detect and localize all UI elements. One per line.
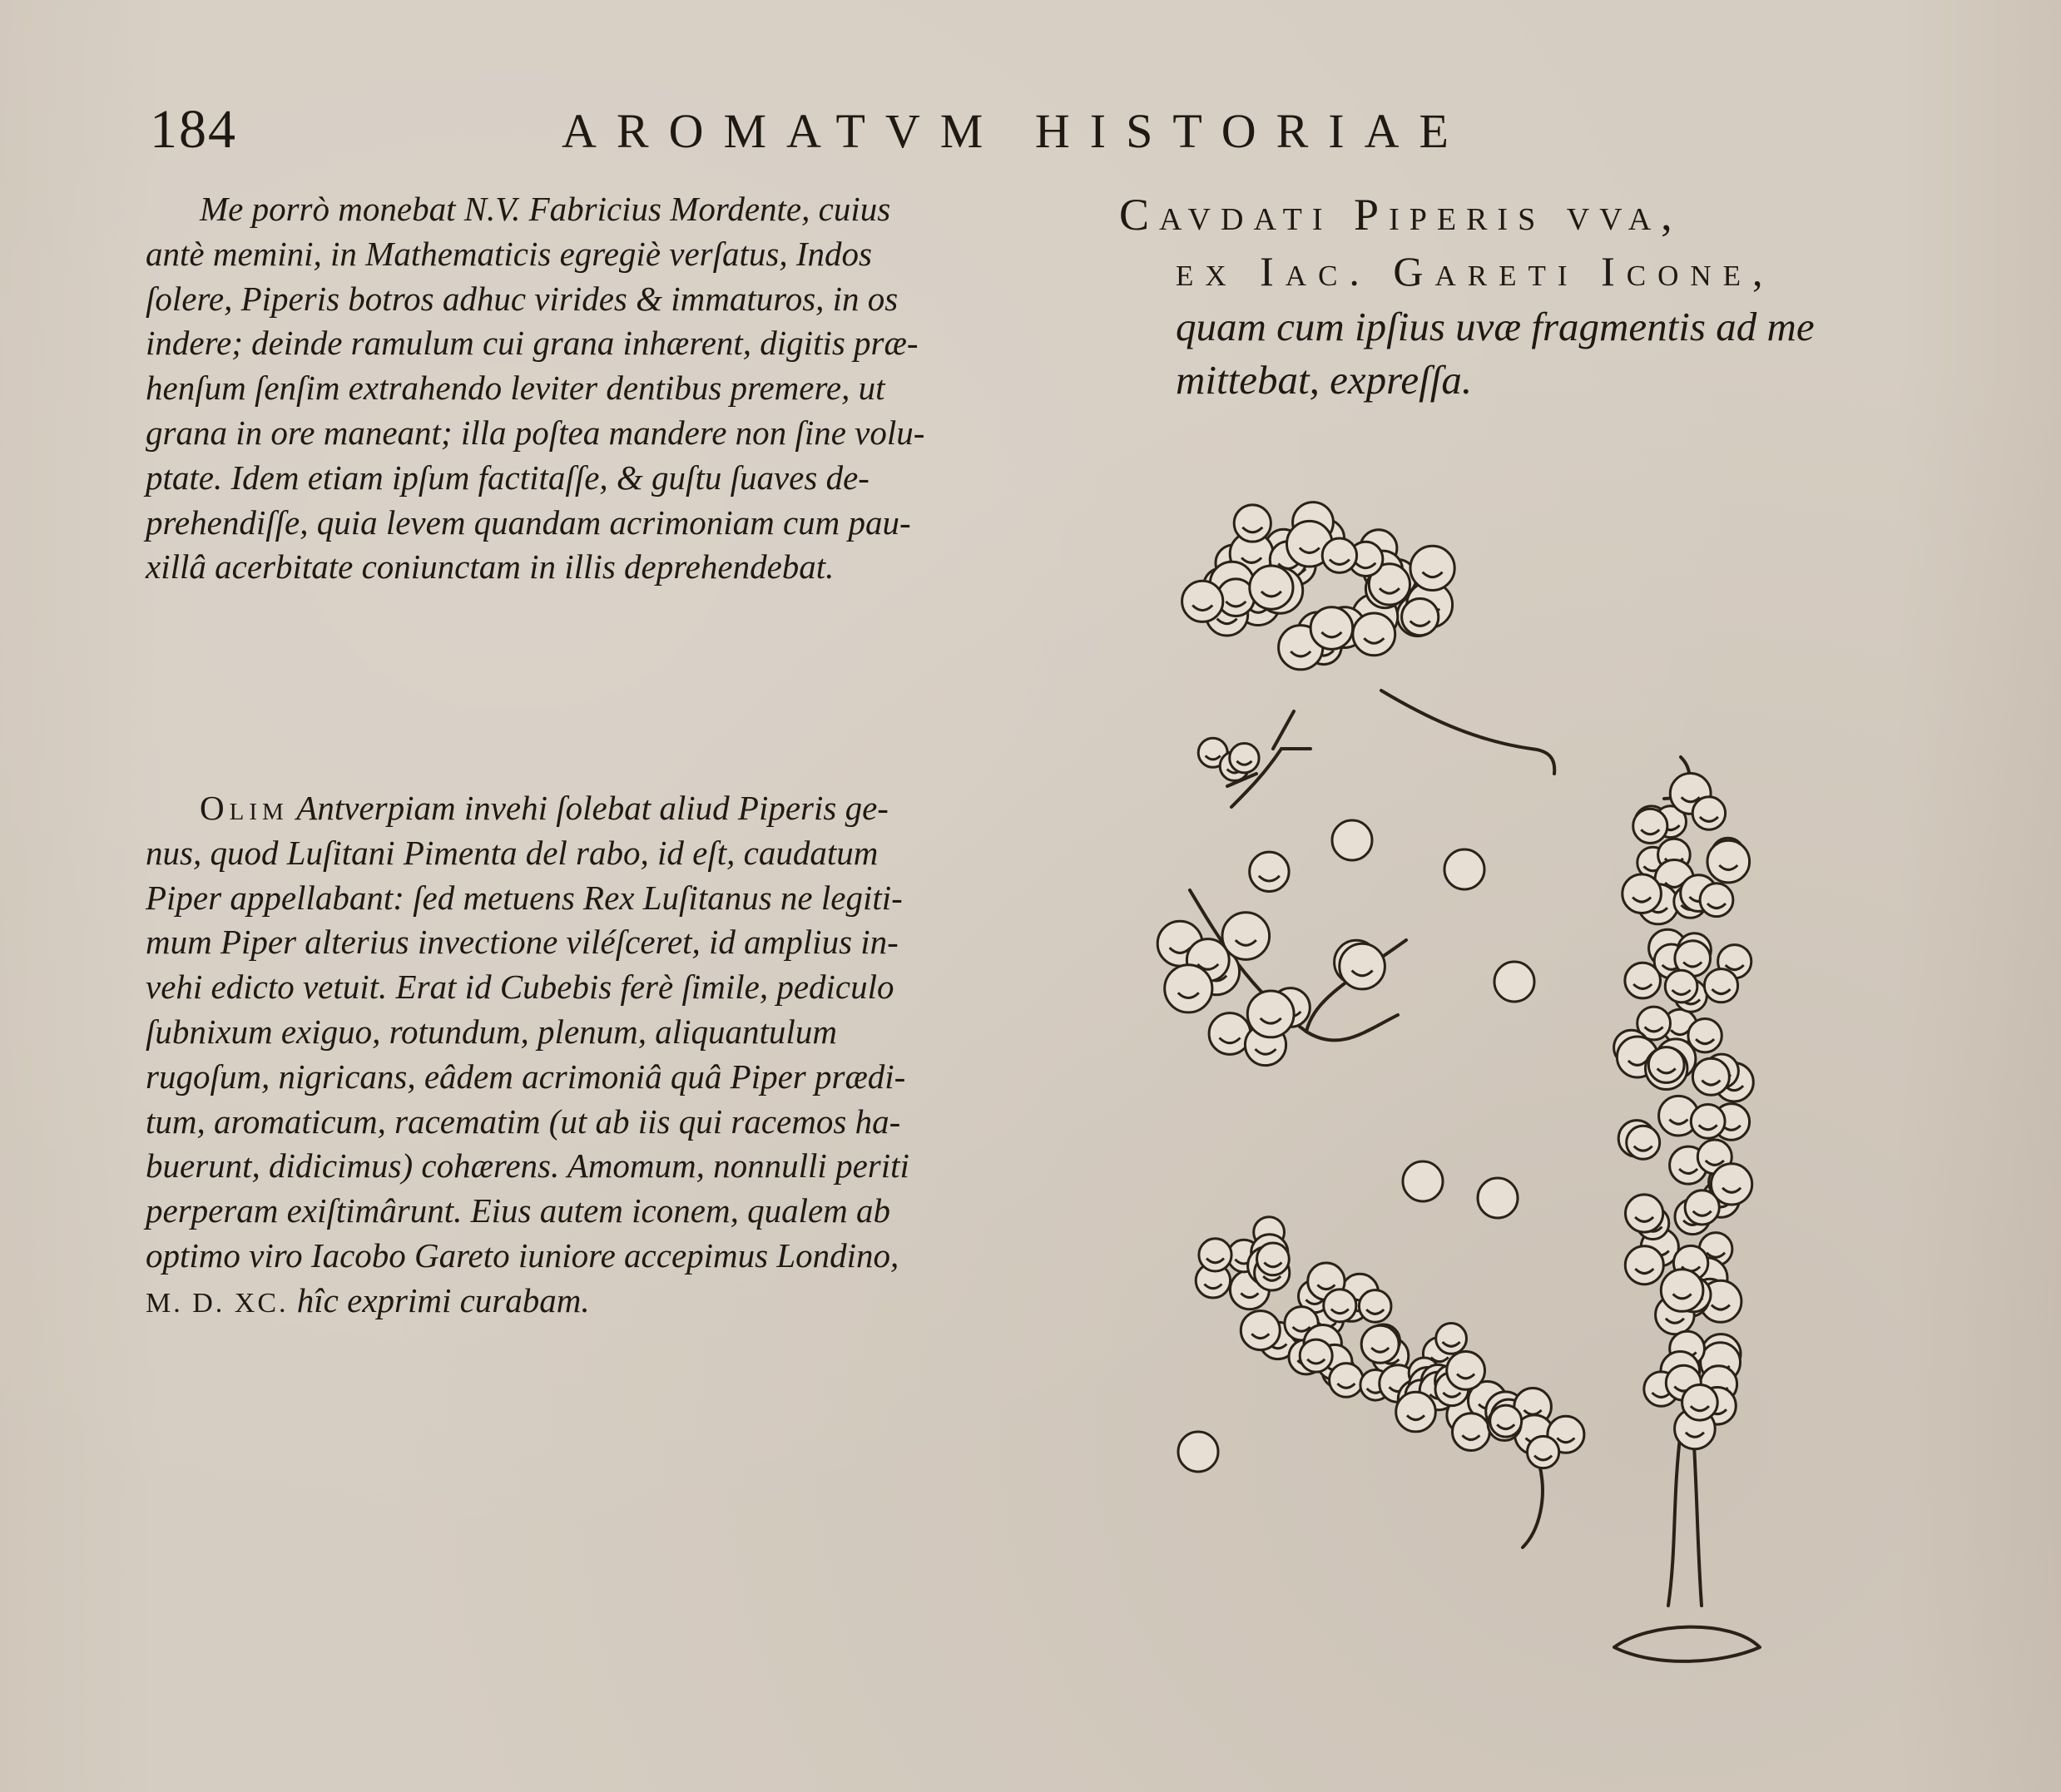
paragraph-line: optimo viro Iacobo Gareto iuniore accepimus Londino, bbox=[146, 1235, 899, 1275]
pepper-berry bbox=[1626, 1195, 1663, 1232]
paragraph-line: ſolere, Piperis botros adhuc virides & immaturos, in os bbox=[146, 279, 899, 318]
paragraph-line: ptate. Idem etiam ipſum factitaſſe, & guſtu ſuaves de- bbox=[146, 458, 869, 497]
pepper-berry bbox=[1182, 581, 1223, 621]
caption-body bbox=[1176, 300, 1951, 407]
paragraph-line: ſubnixum exiguo, rotundum, plenum, aliquantulum bbox=[146, 1012, 837, 1051]
pepper-berry bbox=[1396, 1392, 1436, 1432]
paragraph-first-line bbox=[146, 786, 1015, 831]
pepper-berry bbox=[1625, 963, 1661, 998]
pepper-berry bbox=[1250, 852, 1289, 891]
pepper-berry bbox=[1528, 1436, 1559, 1468]
pepper-berry bbox=[1627, 1126, 1660, 1159]
paragraph-line: henſum ſenſim extrahendo leviter dentibus premere, ut bbox=[146, 369, 885, 408]
raceme-stem bbox=[1614, 1431, 1760, 1661]
paragraph-line: perperam exiſtimârunt. Eius autem iconem, qualem ab bbox=[146, 1191, 891, 1230]
pepper-berry bbox=[1691, 1105, 1725, 1139]
pepper-berry bbox=[1330, 1364, 1364, 1398]
loose-berry bbox=[1478, 1178, 1518, 1218]
pepper-berry bbox=[1234, 505, 1271, 542]
pepper-berry bbox=[1361, 1325, 1399, 1363]
pepper-berry bbox=[1704, 969, 1737, 1002]
caption-subtitle: ex Iac. Gareti Icone, bbox=[1176, 248, 1775, 295]
pepper-berry bbox=[1353, 613, 1395, 656]
paragraph-line: antè memini, in Mathematicis egregiè verſatus, Indos bbox=[146, 234, 872, 273]
pepper-berry bbox=[1623, 874, 1662, 913]
pepper-berry bbox=[1633, 809, 1667, 843]
top-cluster-stem bbox=[1381, 691, 1554, 774]
pepper-berry bbox=[1685, 1191, 1719, 1225]
paragraph-last-line bbox=[146, 1279, 1015, 1326]
caption-line: quam cum ipſius uvæ fragmentis ad me bbox=[1176, 304, 1815, 349]
paragraph-line: rugoſum, nigricans, eâdem acrimoniâ quâ Piper prædi- bbox=[146, 1057, 906, 1096]
paragraph-line: indere; deinde ramulum cui grana inhærent, digitis præ- bbox=[146, 324, 919, 363]
figure-caption bbox=[1119, 187, 1951, 407]
pepper-berry bbox=[1247, 991, 1294, 1037]
pepper-berry bbox=[1310, 607, 1353, 650]
pepper-berry bbox=[1199, 1239, 1231, 1271]
pepper-berry bbox=[1250, 566, 1293, 609]
loose-berry bbox=[1444, 849, 1484, 889]
pepper-berry bbox=[1300, 1339, 1332, 1372]
text-column bbox=[146, 187, 1015, 1319]
pepper-berry bbox=[1707, 840, 1750, 883]
loose-berry bbox=[1494, 962, 1534, 1002]
pepper-berry bbox=[1692, 797, 1725, 829]
running-head bbox=[150, 98, 1939, 173]
running-title: AROMATVM HISTORIAE bbox=[562, 104, 1469, 158]
paragraph-1 bbox=[146, 187, 1015, 590]
pepper-berry bbox=[1230, 744, 1259, 773]
loose-berry bbox=[1178, 1432, 1218, 1472]
pepper-berry bbox=[1453, 1413, 1490, 1451]
pepper-berry bbox=[1340, 943, 1385, 989]
woodcut-illustration bbox=[1148, 499, 1864, 1681]
pepper-berry bbox=[1436, 1324, 1467, 1354]
paragraph-line: buerunt, didicimus) cohærens. Amomum, nonnulli periti bbox=[146, 1146, 909, 1186]
pepper-berry bbox=[1490, 1405, 1522, 1437]
pepper-berry bbox=[1682, 1385, 1718, 1421]
loose-berry bbox=[1332, 820, 1372, 860]
pepper-berry bbox=[1648, 1047, 1684, 1083]
pepper-berry bbox=[1661, 1270, 1703, 1312]
paragraph-line: Piper appellabant: ſed metuens Rex Luſitanus ne legiti- bbox=[146, 878, 903, 917]
paragraph-line: vehi edicto vetuit. Erat id Cubebis ferè ſimile, pediculo bbox=[146, 968, 894, 1007]
pepper-berry bbox=[1665, 970, 1697, 1002]
pepper-berry bbox=[1359, 1290, 1391, 1323]
first-line-text: Antverpiam invehi ſolebat aliud Piperis ge- bbox=[296, 789, 889, 827]
pepper-berry bbox=[1410, 546, 1454, 590]
berries-group bbox=[1157, 502, 1753, 1472]
page-number: 184 bbox=[150, 99, 237, 160]
pepper-berry bbox=[1402, 599, 1439, 636]
roman-date: M. D. XC. bbox=[146, 1287, 289, 1319]
pepper-berry bbox=[1241, 1311, 1280, 1350]
lower-cluster-stem bbox=[1523, 1464, 1543, 1547]
pepper-berry bbox=[1322, 538, 1356, 572]
pepper-berry bbox=[1447, 1352, 1485, 1390]
paragraph-2 bbox=[146, 786, 1015, 1326]
caption-title: Cavdati Piperis vva, bbox=[1119, 190, 1682, 240]
paragraph-line: prehendiſſe, quia levem quandam acrimoniam cum pau- bbox=[146, 502, 911, 542]
pepper-berry bbox=[1692, 1058, 1729, 1095]
caption-line: mittebat, expreſſa. bbox=[1176, 357, 1473, 403]
pepper-cluster-woodcut bbox=[1148, 499, 1864, 1681]
pepper-berry bbox=[1257, 1243, 1290, 1275]
paragraph-line: Me porrò monebat N.V. Fabricius Mordente, cuius bbox=[200, 190, 891, 228]
lead-word: Olim bbox=[200, 789, 289, 827]
pepper-berry bbox=[1165, 965, 1212, 1012]
paragraph-line: mum Piper alterius invectione viléſceret, id amplius in- bbox=[146, 923, 899, 962]
paragraph-line: nus, quod Luſitani Pimenta del rabo, id eſt, caudatum bbox=[146, 833, 879, 872]
last-line-text: hîc exprimi curabam. bbox=[296, 1280, 590, 1319]
pepper-berry bbox=[1324, 1290, 1356, 1322]
pepper-berry bbox=[1700, 884, 1733, 917]
paragraph-line: tum, aromaticum, racematim (ut ab iis qui racemos ha- bbox=[146, 1101, 901, 1141]
loose-berry bbox=[1403, 1161, 1443, 1201]
paragraph-line: xillâ acerbitate coniunctam in illis deprehendebat. bbox=[146, 547, 835, 587]
pepper-berry bbox=[1625, 1246, 1663, 1285]
paragraph-line: grana in ore maneant; illa poſtea mandere non ſine volu- bbox=[146, 413, 925, 452]
pepper-berry bbox=[1222, 913, 1270, 960]
